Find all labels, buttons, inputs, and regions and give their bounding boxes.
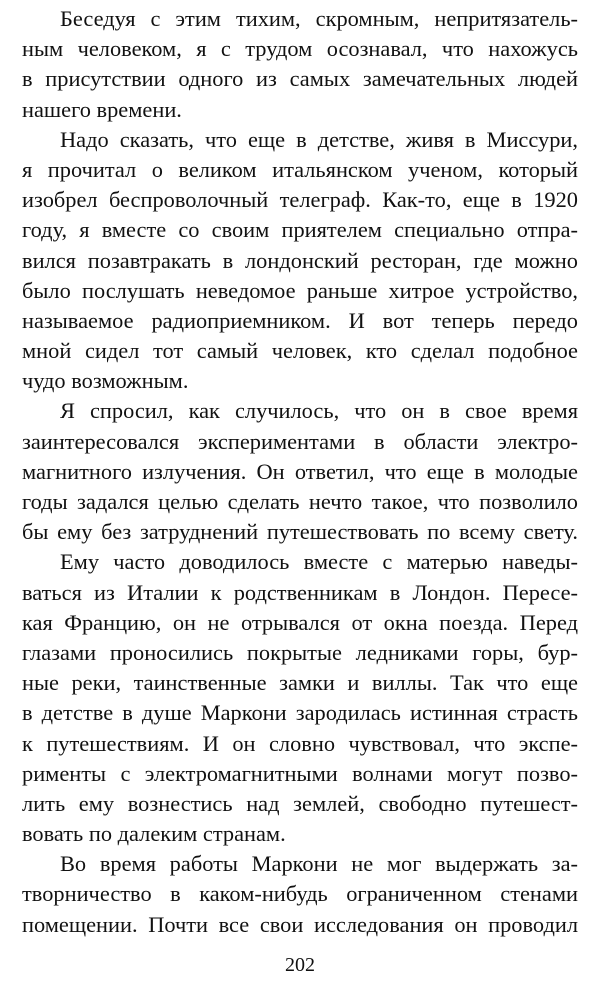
text-line: кая Францию, он не отрывался от окна поезда. Перед xyxy=(22,609,578,635)
text-line: ваться из Италии к родственникам в Лондон. Пересе- xyxy=(22,579,578,605)
text-line: в присутствии одного из самых замечательных людей xyxy=(22,66,578,92)
text-line: Ему часто доводилось вместе с матерью наведы- xyxy=(60,549,578,575)
text-line: Во время работы Маркони не мог выдержать за- xyxy=(60,851,578,877)
text-line: заинтересовался экспериментами в области электро- xyxy=(22,428,578,454)
text-line: в детстве в душе Маркони зародилась истинная страсть xyxy=(22,700,578,726)
text-line: году, я вместе со своим приятелем специально отпра- xyxy=(22,217,578,243)
paragraph-4 xyxy=(22,547,578,849)
paragraph-2 xyxy=(22,125,578,397)
text-line: бы ему без затруднений путешествовать по всему свету. xyxy=(22,519,578,545)
text-line: Надо сказать, что еще в детстве, живя в Миссури, xyxy=(60,126,578,152)
body-text xyxy=(22,4,578,940)
text-line: ным человеком, я с трудом осознавал, что нахожусь xyxy=(22,36,578,62)
paragraph-3 xyxy=(22,396,578,547)
text-line: магнитного излучения. Он ответил, что еще в молодые xyxy=(22,458,578,484)
paragraph-1 xyxy=(22,4,578,125)
text-line: Беседуя с этим тихим, скромным, непритязатель- xyxy=(60,6,578,31)
page-number: 202 xyxy=(285,954,315,976)
text-line: творничество в каком-нибудь ограниченном стенами xyxy=(22,881,578,907)
text-line: лить ему вознестись над землей, свободно путешест- xyxy=(22,790,578,816)
text-line: чудо возможным. xyxy=(22,368,189,394)
text-line: называемое радиоприемником. И вот теперь передо xyxy=(22,307,578,333)
text-line: вовать по далеким странам. xyxy=(22,821,286,847)
text-line: глазами проносились покрытые ледниками горы, бур- xyxy=(22,639,578,665)
text-line: к путешествиям. И он словно чувствовал, что экспе- xyxy=(22,730,578,756)
text-line: мной сидел тот самый человек, кто сделал подобное xyxy=(22,338,578,364)
text-line: нашего времени. xyxy=(22,96,182,122)
paragraph-5 xyxy=(22,849,578,940)
text-line: рименты с электромагнитными волнами могут позво- xyxy=(22,760,578,786)
text-line: я прочитал о великом итальянском ученом, который xyxy=(22,156,578,182)
text-line: Я спросил, как случилось, что он в свое время xyxy=(60,398,578,424)
text-line: изобрел беспроволочный телеграф. Как-то, еще в 1920 xyxy=(22,187,578,213)
text-line: ные реки, таинственные замки и виллы. Так что еще xyxy=(22,670,578,696)
text-line: годы задался целью сделать нечто такое, что позволило xyxy=(22,489,578,514)
text-line: вился позавтракать в лондонский ресторан, где можно xyxy=(22,247,578,273)
text-line: было послушать неведомое раньше хитрое устройство, xyxy=(22,277,578,303)
text-line: помещении. Почти все свои исследования он проводил xyxy=(22,911,578,937)
